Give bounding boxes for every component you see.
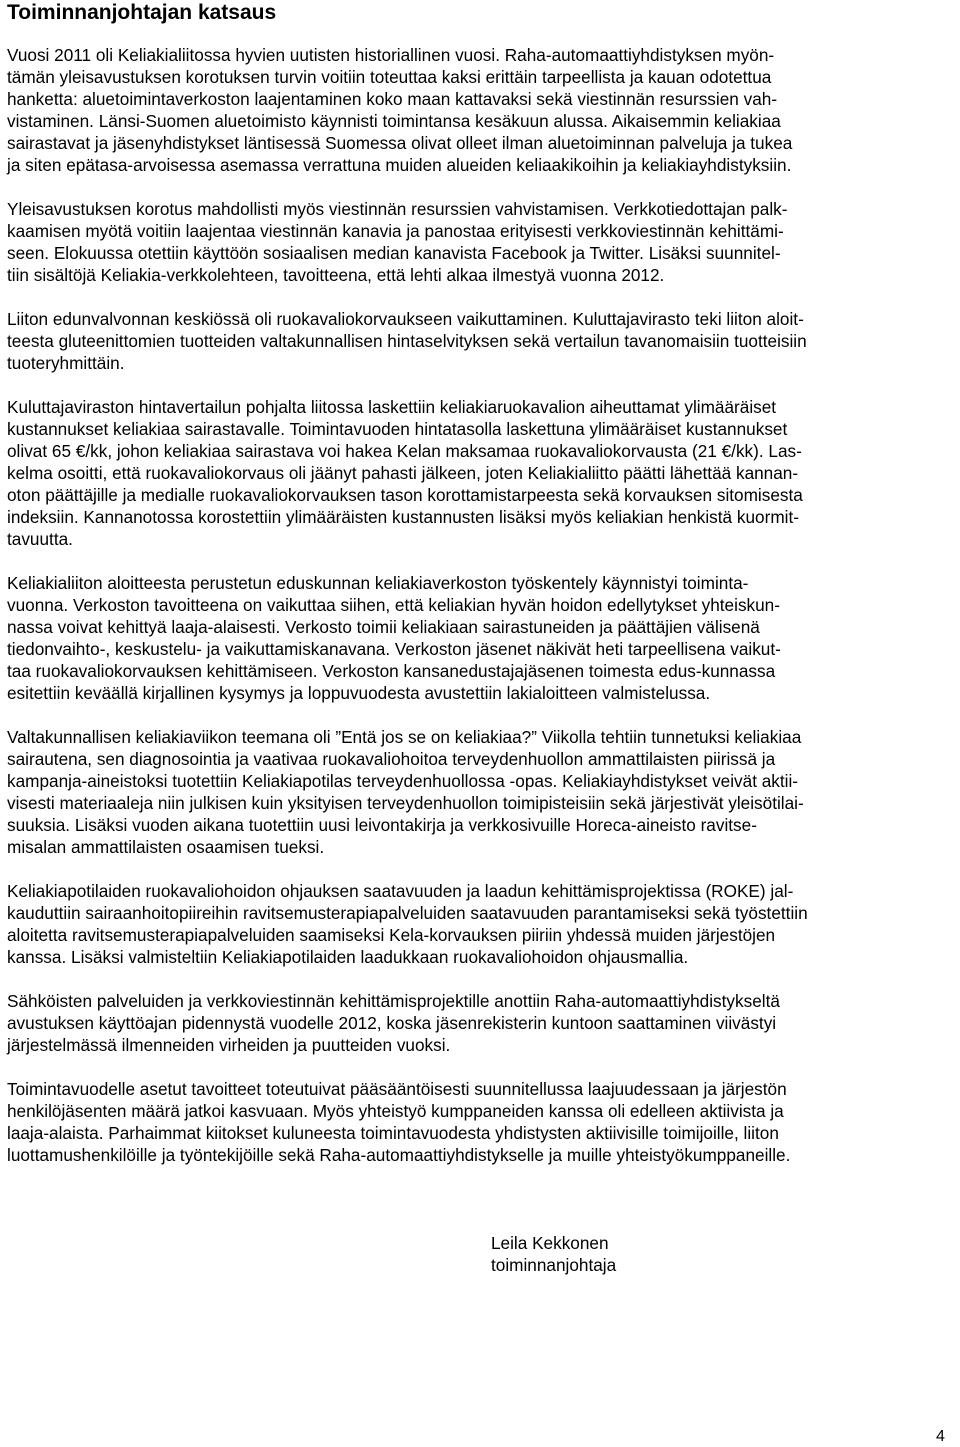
paragraph-line: misalan ammattilaisten osaamisen tueksi.	[7, 837, 325, 857]
paragraph-line: seen. Elokuussa otettiin käyttöön sosiaalisen median kanavista Facebook ja Twitter. Lisäksi suunnitel-	[7, 243, 781, 263]
paragraph-line: järjestelmässä ilmenneiden virheiden ja puutteiden vuoksi.	[7, 1035, 451, 1055]
signature-role: toiminnanjohtaja	[491, 1255, 617, 1275]
paragraph-line: kustannukset keliakiaa sairastavalle. Toimintavuoden hintatasolla laskettuna ylimääräiset kustannukset	[7, 419, 788, 439]
paragraph-line: Vuosi 2011 oli Keliakialiitossa hyvien uutisten historiallinen vuosi. Raha-automaattiyhdistyksen myön-	[7, 45, 775, 65]
paragraph-line: Toimintavuodelle asetut tavoitteet toteutuivat pääsääntöisesti suunnitellussa laajuudessaan ja järjestön	[7, 1079, 787, 1099]
paragraph-line: vuonna. Verkoston tavoitteena on vaikuttaa siihen, että keliakian hyvän hoidon edellytykset yhteiskun-	[7, 595, 780, 615]
paragraph-line: Yleisavustuksen korotus mahdollisti myös viestinnän resurssien vahvistamisen. Verkkotiedottajan palk-	[7, 199, 788, 219]
paragraph-line: tavuutta.	[7, 529, 73, 549]
paragraph-line: taa ruokavaliokorvauksen kehittämiseen. Verkoston kansanedustajajäsenen toimesta edus-kunnassa	[7, 661, 776, 681]
paragraph-line: tiedonvaihto-, keskustelu- ja vaikuttamiskanavana. Verkoston jäsenet näkivät heti tarpeellisena vaikut-	[7, 639, 781, 659]
paragraph-line: laaja-alaista. Parhaimmat kiitokset kuluneesta toimintavuodesta yhdistysten aktiivisille toimijoille, liiton	[7, 1123, 779, 1143]
paragraph-line: hanketta: aluetoimintaverkoston laajentaminen koko maan kattavaksi sekä viestinnän resurssien vah-	[7, 89, 778, 109]
paragraph-line: tiin sisältöjä Keliakia-verkkolehteen, tavoitteena, että lehti alkaa ilmestyä vuonna 2012.	[7, 265, 665, 285]
paragraph-line: avustuksen käyttöajan pidennystä vuodelle 2012, koska jäsenrekisterin kuntoon saattaminen viivästyi	[7, 1013, 777, 1033]
paragraph-line: esitettiin keväällä kirjallinen kysymys ja loppuvuodesta avustettiin lakialoitteen valmistelussa.	[7, 683, 711, 703]
paragraph-line: suuksia. Lisäksi vuoden aikana tuotettiin uusi leivontakirja ja verkkosivuille Horeca-aineisto ravitse-	[7, 815, 757, 835]
paragraph-line: Sähköisten palveluiden ja verkkoviestinnän kehittämisprojektille anottiin Raha-automaattiyhdistykseltä	[7, 991, 780, 1011]
paragraph-line: aloitetta ravitsemusterapiapalveluiden saamiseksi Kela-korvauksen piiriin yhdessä muiden järjestöjen	[7, 925, 776, 945]
paragraph-line: kauduttiin sairaanhoitopiireihin ravitsemusterapiapalveluiden saatavuuden parantamiseksi sekä työstettiin	[7, 903, 808, 923]
paragraph-line: vistaminen. Länsi-Suomen aluetoimisto käynnisti toimintansa kesäkuun alussa. Aikaisemmin keliakiaa	[7, 111, 781, 131]
paragraph-line: kanssa. Lisäksi valmisteltiin Keliakiapotilaiden laadukkaan ruokavaliohoidon ohjausmallia.	[7, 947, 689, 967]
paragraph-line: visesti materiaaleja niin julkisen kuin yksityisen terveydenhuollon toimipisteisiin sekä järjestivät yleisötilai-	[7, 793, 804, 813]
paragraph-line: Kuluttajaviraston hintavertailun pohjalta liitossa laskettiin keliakiaruokavalion aiheuttamat ylimääräiset	[7, 397, 777, 417]
paragraph-line: indeksiin. Kannanotossa korostettiin ylimääräisten kustannusten lisäksi myös keliakian henkistä kuormit-	[7, 507, 799, 527]
paragraph-line: nassa voivat kehittyä laaja-alaisesti. Verkosto toimii keliakiaan sairastuneiden ja päättäjien välisenä	[7, 617, 760, 637]
paragraph-line: Keliakiapotilaiden ruokavaliohoidon ohjauksen saatavuuden ja laadun kehittämisprojektissa (ROKE) jal-	[7, 881, 794, 901]
paragraph-line: sairautena, sen diagnosointia ja vaativaa ruokavaliohoitoa terveydenhuollon ammattilaisten piirissä ja	[7, 749, 776, 769]
paragraph-line: kelma osoitti, että ruokavaliokorvaus oli jäänyt pahasti jälkeen, joten Keliakialiitto päätti lähettää kannan-	[7, 463, 799, 483]
paragraph-line: tämän yleisavustuksen korotuksen turvin voitiin toteuttaa kaksi erittäin tarpeellista ja kauan odotettua	[7, 67, 772, 87]
paragraph-line: tuoteryhmittäin.	[7, 353, 125, 373]
paragraph-line: Valtakunnallisen keliakiaviikon teemana oli ”Entä jos se on keliakiaa?” Viikolla tehtiin tunnetuksi keliakiaa	[7, 727, 802, 747]
paragraph-line: teesta gluteenittomien tuotteiden valtakunnallisen hintaselvityksen sekä vertailun tavanomaisiin tuotteisiin	[7, 331, 807, 351]
paragraph-line: ja siten epätasa-arvoisessa asemassa verrattuna muiden alueiden keliaakikoihin ja keliakiayhdistyksiin.	[7, 155, 792, 175]
paragraph-line: Liiton edunvalvonnan keskiössä oli ruokavaliokorvaukseen vaikuttaminen. Kuluttajavirasto teki liiton aloit-	[7, 309, 804, 329]
page-title: Toiminnanjohtajan katsaus	[7, 1, 277, 24]
paragraph-line: oton päättäjille ja medialle ruokavaliokorvauksen tason korottamistarpeesta sekä korvauksen sitomisesta	[7, 485, 803, 505]
page-number: 4	[936, 1428, 945, 1445]
paragraph-line: olivat 65 €/kk, johon keliakiaa sairastava voi hakea Kelan maksamaa ruokavaliokorvausta (21 €/kk). Las-	[7, 441, 802, 461]
paragraph-line: kaamisen myötä voitiin laajentaa viestinnän kanavia ja panostaa erityisesti verkkoviestinnän kehittämi-	[7, 221, 784, 241]
signature-name: Leila Kekkonen	[491, 1233, 609, 1253]
paragraph-line: Keliakialiiton aloitteesta perustetun eduskunnan keliakiaverkoston työskentely käynnistyi toiminta-	[7, 573, 749, 593]
paragraph-line: sairastavat ja jäsenyhdistykset läntisessä Suomessa olivat olleet ilman aluetoiminnan palveluja ja tukea	[7, 133, 793, 153]
paragraph-line: henkilöjäsenten määrä jatkoi kasvuaan. Myös yhteistyö kumppaneiden kanssa oli edelleen aktiivista ja	[7, 1101, 784, 1121]
paragraph-line: luottamushenkilöille ja työntekijöille sekä Raha-automaattiyhdistykselle ja muille yhteistyökumppaneille.	[7, 1145, 791, 1165]
paragraph-line: kampanja-aineistoksi tuotettiin Keliakiapotilas terveydenhuollossa -opas. Keliakiayhdistykset veivät aktii-	[7, 771, 799, 791]
